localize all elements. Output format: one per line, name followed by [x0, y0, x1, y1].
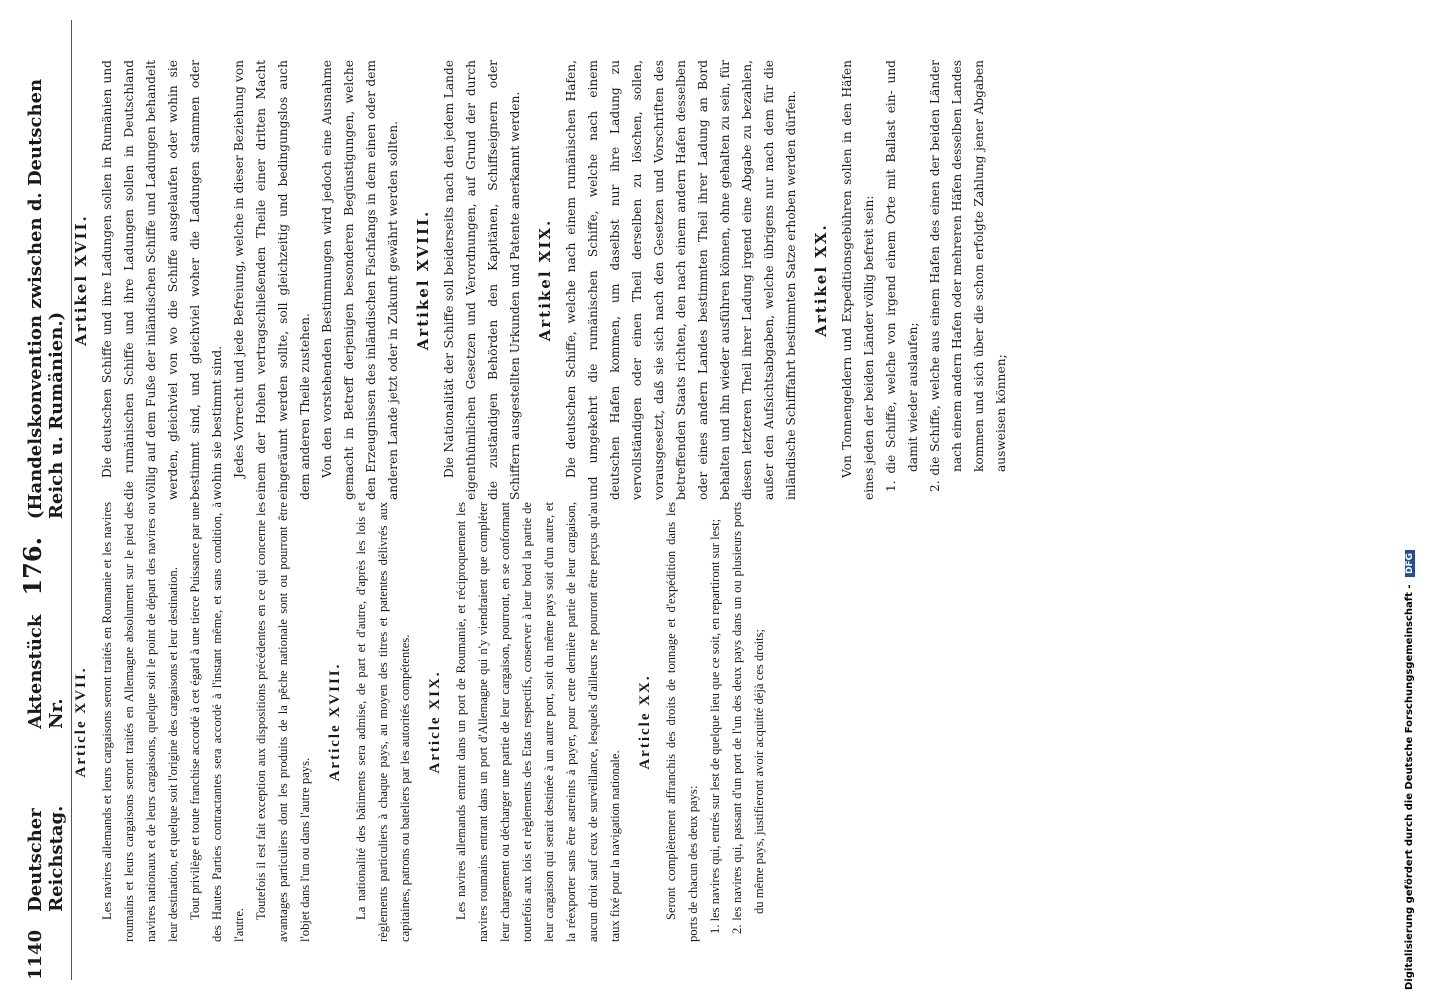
article-20-item-1-de: 1. die Schiffe, welche von irgend einem Orte mit Ballast ein- und damit wieder auslaufen;: [884, 60, 920, 492]
article-19-title-de: Artikel XIX.: [536, 218, 554, 342]
french-column: [62, 502, 770, 942]
article-20-title-fr: Article XX.: [637, 674, 653, 770]
article-17-paragraph-2-de: Jedes Vorrecht und jede Befreiung, welche in dieser Beziehung von einem der Hohen vertragschließenden Theile einer dritten Macht eingeräumt werden sollte, soll gleichzeitig und bedingungslos auch dem anderen Theile zustehen.: [232, 60, 312, 500]
article-18-title-fr: Article XVIII.: [327, 662, 343, 782]
article-17-paragraph-1-de: Die deutschen Schiffe und ihre Ladungen sollen in Rumänien und die rumänischen Schiffe und ihre Ladungen sollen in Deutschland völlig auf dem Fuße der inländischen Schiffe und Ladungen behandelt werden, gleichviel von wo die Schiffe ausgelaufen oder wohin sie bestimmt sind, und gleichviel woher die Ladungen stammen oder wohin sie bestimmt sind.: [100, 60, 224, 500]
article-20-item-2-de: 2. die Schiffe, welche aus einem Hafen des einen der beiden Länder nach einem andern Hafen oder mehreren Häfen desselben Landes kommen und sich über die schon erfolgte Zahlung jener Abgaben ausweisen können;: [928, 60, 1008, 492]
german-column: [62, 60, 1012, 500]
article-17-paragraph-1-fr: Les navires allemands et leurs cargaisons seront traités en Roumanie et les navires roumains et leurs cargaisons seront traités en Allemagne absolument sur le pied des navires nationaux et de leurs cargaisons, quelque soit le point de départ des navires ou leur destination, et quelque soit l'origine des cargaisons et leur destination.: [100, 502, 180, 942]
digitization-note: Digitalisierung gefördert durch die Deutsche Forschungsgemeinschaft -: [1404, 584, 1415, 990]
article-17-paragraph-3-de: Von den vorstehenden Bestimmungen wird jedoch eine Ausnahme gemacht in Betreff derjenigen besonderen Begünstigungen, welche den Erzeugnissen des inländischen Fischfangs in dem einen oder dem anderen Lande jetzt oder in Zukunft gewährt werden sollten.: [320, 60, 400, 500]
article-20-item-1-fr: 1. les navires qui, entrés sur lest de quelque lieu que ce soit, en repartiront sur lest;: [708, 518, 722, 934]
article-20-title-de: Artikel XX.: [812, 223, 830, 337]
stueck-label: Aktenstück Nr.: [25, 614, 67, 729]
dfg-logo: DFG: [1405, 550, 1415, 577]
article-19-paragraph-1-fr: Les navires allemands entrant dans un port de Roumanie, et réciproquement les navires roumains entrant dans un port d'Allemagne qui n'y viendraient que compléter leur chargement ou décharger une partie de leur cargaison, pourront, en se conformant toutefois aux lois et règlements des Etats respectifs, conserver à leur bord la partie de leur cargaison qui serait destinée à un autre port, soit du même pays soit d'un autre, et la réexporter sans être astreints à payer, pour cette dernière partie de leur cargaison, aucun droit sauf ceux de surveillance, lesquels d'ailleurs ne pourront être perçus qu'au taux fixé pour la navigation nationale.: [454, 502, 622, 942]
stueck-number: 176.: [18, 537, 47, 596]
article-18-title-de: Artikel XVIII.: [414, 209, 432, 351]
article-18-paragraph-1-de: Die Nationalität der Schiffe soll beiderseits nach den jedem Lande eigenthümlichen Gesetzen und Verordnungen, auf Grund der durch die zuständigen Behörden den Kapitänen, Schiffseignern oder Schiffern ausgestellten Urkunden und Patente anerkannt werden.: [442, 60, 522, 500]
article-20-item-2-fr: 2. les navires qui, passant d'un port de l'un des deux pays dans un ou plusieurs ports du même pays, justifieront avoir acquitté déjà ces droits;: [730, 502, 766, 934]
article-20-paragraph-1-de: Von Tonnengeldern und Expeditionsgebühren sollen in den Häfen eines jeden der beiden Länder völlig befreit sein:: [840, 60, 876, 500]
page-number: 1140: [25, 929, 46, 980]
article-20-paragraph-1-fr: Seront complètement affranchis des droits de tonnage et d'expédition dans les ports de chacun des deux pays:: [664, 502, 700, 942]
article-17-paragraph-2-fr: Tout privilège et toute franchise accordé à cet égard à une tierce Puissance par une des Hautes Parties contractantes sera accordé à l'instant même, et sans condition, à l'autre.: [188, 502, 246, 942]
article-17-paragraph-3-fr: Toutefois il est fait exception aux dispositions précédentes en ce qui concerne les avantages particuliers dont les produits de la pêche nationale sont ou pourront être l'objet dans l'un ou dans l'autre pays.: [254, 502, 312, 942]
digitization-footer: [1404, 550, 1415, 990]
article-17-title-fr: Article XVII.: [73, 666, 89, 778]
right-running-title: (Handelskonvention zwischen d. Deutschen Reich u. Rumänien.): [25, 78, 67, 520]
article-19-paragraph-1-de: Die deutschen Schiffe, welche nach einem rumänischen Hafen, und umgekehrt die rumänischen Schiffe, welche nach einem deutschen Hafen kommen, um daselbst nur ihre Ladung zu vervollständigen oder einen Theil derselben zu löschen, sollen, vorausgesetzt, daß sie sich nach den Gesetzen und Vorschriften des betreffenden Staats richten, den nach einem andern Hafen desselben oder eines andern Landes bestimmten Theil ihrer Ladung an Bord behalten und ihn wieder ausführen können, ohne gehalten zu sein, für diesen letzteren Theil ihrer Ladung irgend eine Abgabe zu bezahlen, außer den Aufsichtsabgaben, welche übrigens nur nach dem für die inländische Schifffahrt bestimmten Satze erhoben werden dürfen.: [564, 60, 798, 500]
article-18-paragraph-1-fr: La nationalité des bâtiments sera admise, de part et d'autre, d'après les lois et règlements particuliers à chaque pays, au moyen des titres et patentes délivrés aux capitaines, patrons ou bateliers par les autorités compétentes.: [354, 502, 412, 942]
left-running-title: Deutscher Reichstag.: [25, 805, 67, 912]
article-17-title-de: Artikel XVII.: [72, 214, 90, 346]
article-19-title-fr: Article XIX.: [427, 670, 443, 774]
